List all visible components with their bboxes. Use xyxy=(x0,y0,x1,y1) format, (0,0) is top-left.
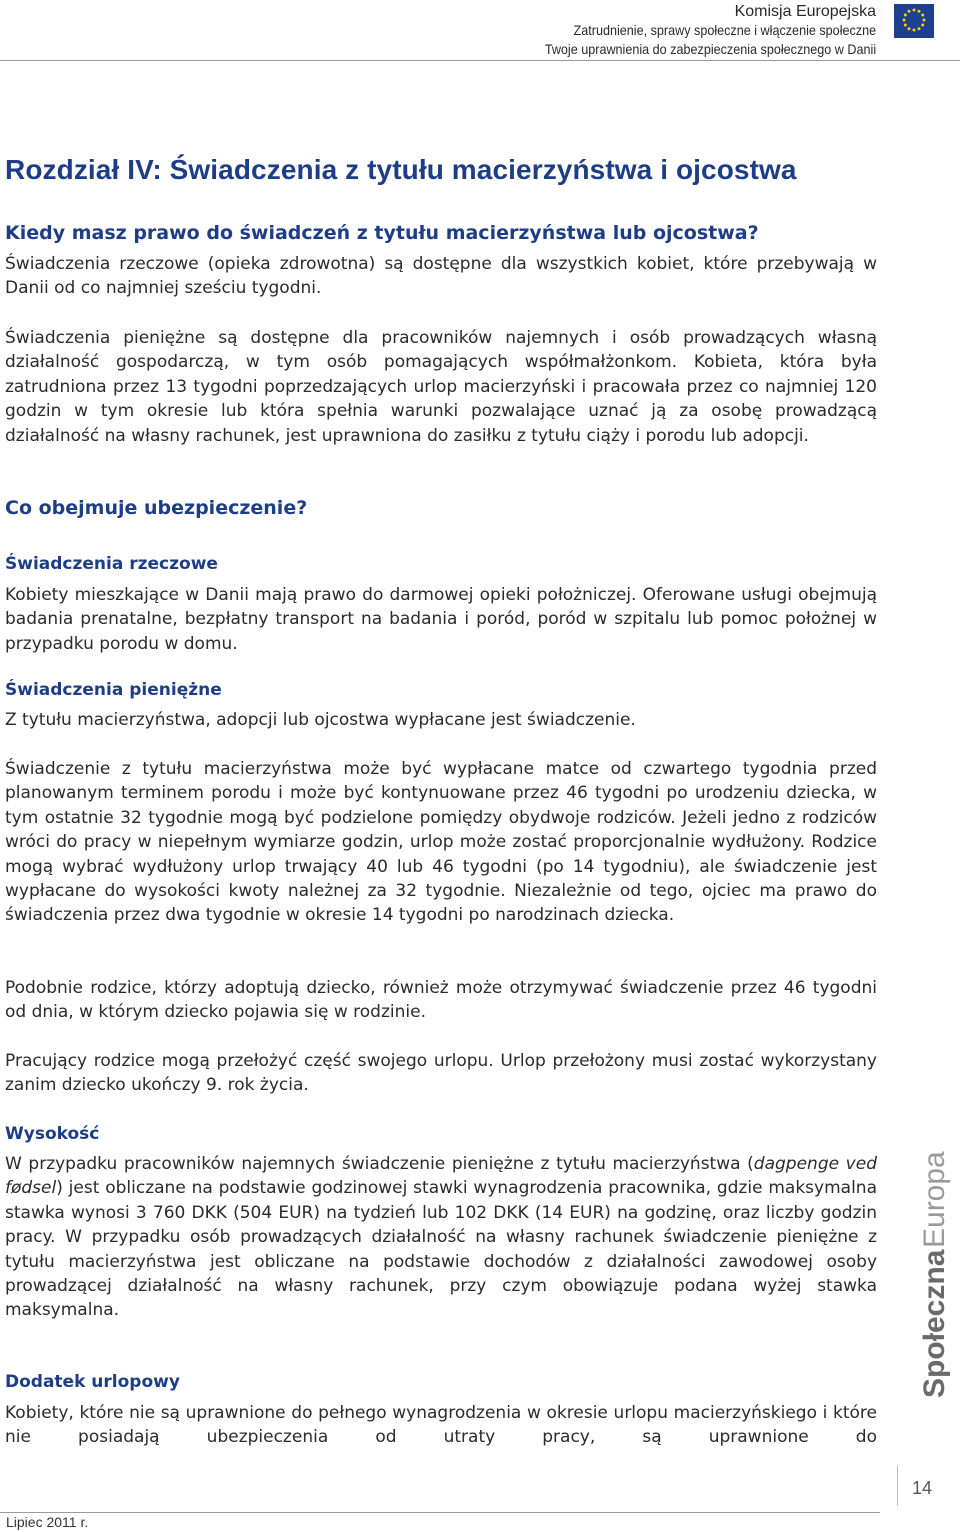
paragraph-cash-benefits-eligibility: Świadczenia pieniężne są dostępne dla pracowników najemnych i osób prowadzących własną działalność gospodarczą, w tym osób pomagających współmałżonkom. Kobieta, która była zatrudniona przez 13 tygodni poprzedzających urlop macierzyński i pracowała przez co najmniej 120 godzin w tym okresie lub która spełnia warunki pozwalające uznać ją za osobę prowadzącą działalność na własny rachunek, jest uprawniona do zasiłku z tytułu ciąży i porodu lub adopcji. xyxy=(5,328,877,446)
paragraph-maternity-care: Kobiety mieszkające w Danii mają prawo do darmowej opieki położniczej. Oferowane usługi obejmują badania prenatalne, bezpłatny transport na badania i poród, poród w szpitalu lub pomoc położnej w przypadku porodu w domu. xyxy=(5,585,877,654)
page-header xyxy=(0,0,960,62)
side-banner-light: Europa xyxy=(918,1151,951,1248)
header-divider xyxy=(0,60,960,61)
header-text xyxy=(508,2,876,59)
header-document-title: Twoje uprawnienia do zabezpieczenia społecznego w Danii xyxy=(544,41,876,57)
footer-divider xyxy=(0,1512,880,1513)
side-banner-logo xyxy=(900,1080,960,1400)
subheading-cash-benefits: Świadczenia pieniężne xyxy=(5,680,222,700)
paragraph-benefits-in-kind-eligibility: Świadczenia rzeczowe (opieka zdrowotna) są dostępne dla wszystkich kobiet, które przebywają w Danii od co najmniej sześciu tygodni. xyxy=(5,254,877,299)
footer-date: Lipiec 2011 r. xyxy=(6,1514,89,1530)
paragraph-maternity-benefit-duration: Świadczenie z tytułu macierzyństwa może być wypłacane matce od czwartego tygodnia przed planowanym terminem porodu i może być kontynuowane przez 46 tygodni po urodzeniu dziecka, w tym ostatnie 32 tygodnie mogą być podzielone pomiędzy obydwoje rodziców. Jeżeli jedno z rodziców wróci do pracy w niepełnym wymiarze godzin, urlop może zostać proporcjonalnie wydłużony. Rodzice mogą wybrać wydłużony urlop trwający 40 lub 46 tygodni (po 14 tygodniu), ale świadczenie jest wypłacane do wysokości kwoty należnej za 32 tygodnie. Niezależnie od tego, ojciec ma prawo do świadczenia przez dwa tygodnie w okresie 14 tygodni po narodzinach dziecka. xyxy=(5,759,877,926)
amount-text-start: W przypadku pracowników najemnych świadczenie pieniężne z tytułu macierzyństwa ( xyxy=(5,1154,754,1174)
eu-flag-icon xyxy=(894,4,934,38)
question-heading-coverage: Co obejmuje ubezpieczenie? xyxy=(5,497,308,519)
danish-term: dagpenge ved fødsel xyxy=(5,1154,877,1199)
page-number: 14 xyxy=(912,1478,933,1498)
side-banner-bold: Społeczna xyxy=(918,1249,951,1398)
subheading-benefits-in-kind: Świadczenia rzeczowe xyxy=(5,554,218,574)
page-number-divider xyxy=(897,1466,898,1506)
header-institution: Komisja Europejska xyxy=(734,3,876,20)
paragraph-benefit-paid: Z tytułu macierzyństwa, adopcji lub ojcostwa wypłacane jest świadczenie. xyxy=(5,710,636,730)
subheading-holiday-supplement: Dodatek urlopowy xyxy=(5,1372,180,1392)
paragraph-adoption: Podobnie rodzice, którzy adoptują dziecko, również może otrzymywać świadczenie przez 46 tygodni od dnia, w którym dziecko pojawia się w rodzinie. xyxy=(5,978,877,1023)
question-heading-eligibility: Kiedy masz prawo do świadczeń z tytułu macierzyństwa lub ojcostwa? xyxy=(5,222,759,244)
subheading-amount: Wysokość xyxy=(5,1124,100,1144)
paragraph-benefit-amount xyxy=(5,1152,877,1323)
header-directorate: Zatrudnienie, sprawy społeczne i włączenie społeczne xyxy=(573,22,876,38)
paragraph-holiday-supplement: Kobiety, które nie są uprawnione do pełnego wynagrodzenia w okresie urlopu macierzyńskiego i które nie posiadają ubezpieczenia od utraty pracy, są uprawnione do xyxy=(5,1403,877,1448)
amount-text-end: ) jest obliczane na podstawie godzinowej stawki wynagrodzenia pracownika, gdzie maksymalna stawka wynosi 3 760 DKK (504 EUR) na tydzień lub 102 DKK (14 EUR) na godzinę, oraz liczby godzin pracy. W przypadku osób prowadzących działalność na własny rachunek świadczenie pieniężne z tytułu macierzyństwa jest obliczane na podstawie dochodów z działalności zawodowej osoby prowadzącej działalność na własny rachunek, przy czym obowiązuje podana wyżej stawka maksymalna. xyxy=(5,1178,877,1321)
paragraph-postponed-leave: Pracujący rodzice mogą przełożyć część swojego urlopu. Urlop przełożony musi zostać wykorzystany zanim dziecko ukończy 9. rok życia. xyxy=(5,1051,877,1096)
chapter-title: Rozdział IV: Świadczenia z tytułu macierzyństwa i ojcostwa xyxy=(5,154,797,185)
